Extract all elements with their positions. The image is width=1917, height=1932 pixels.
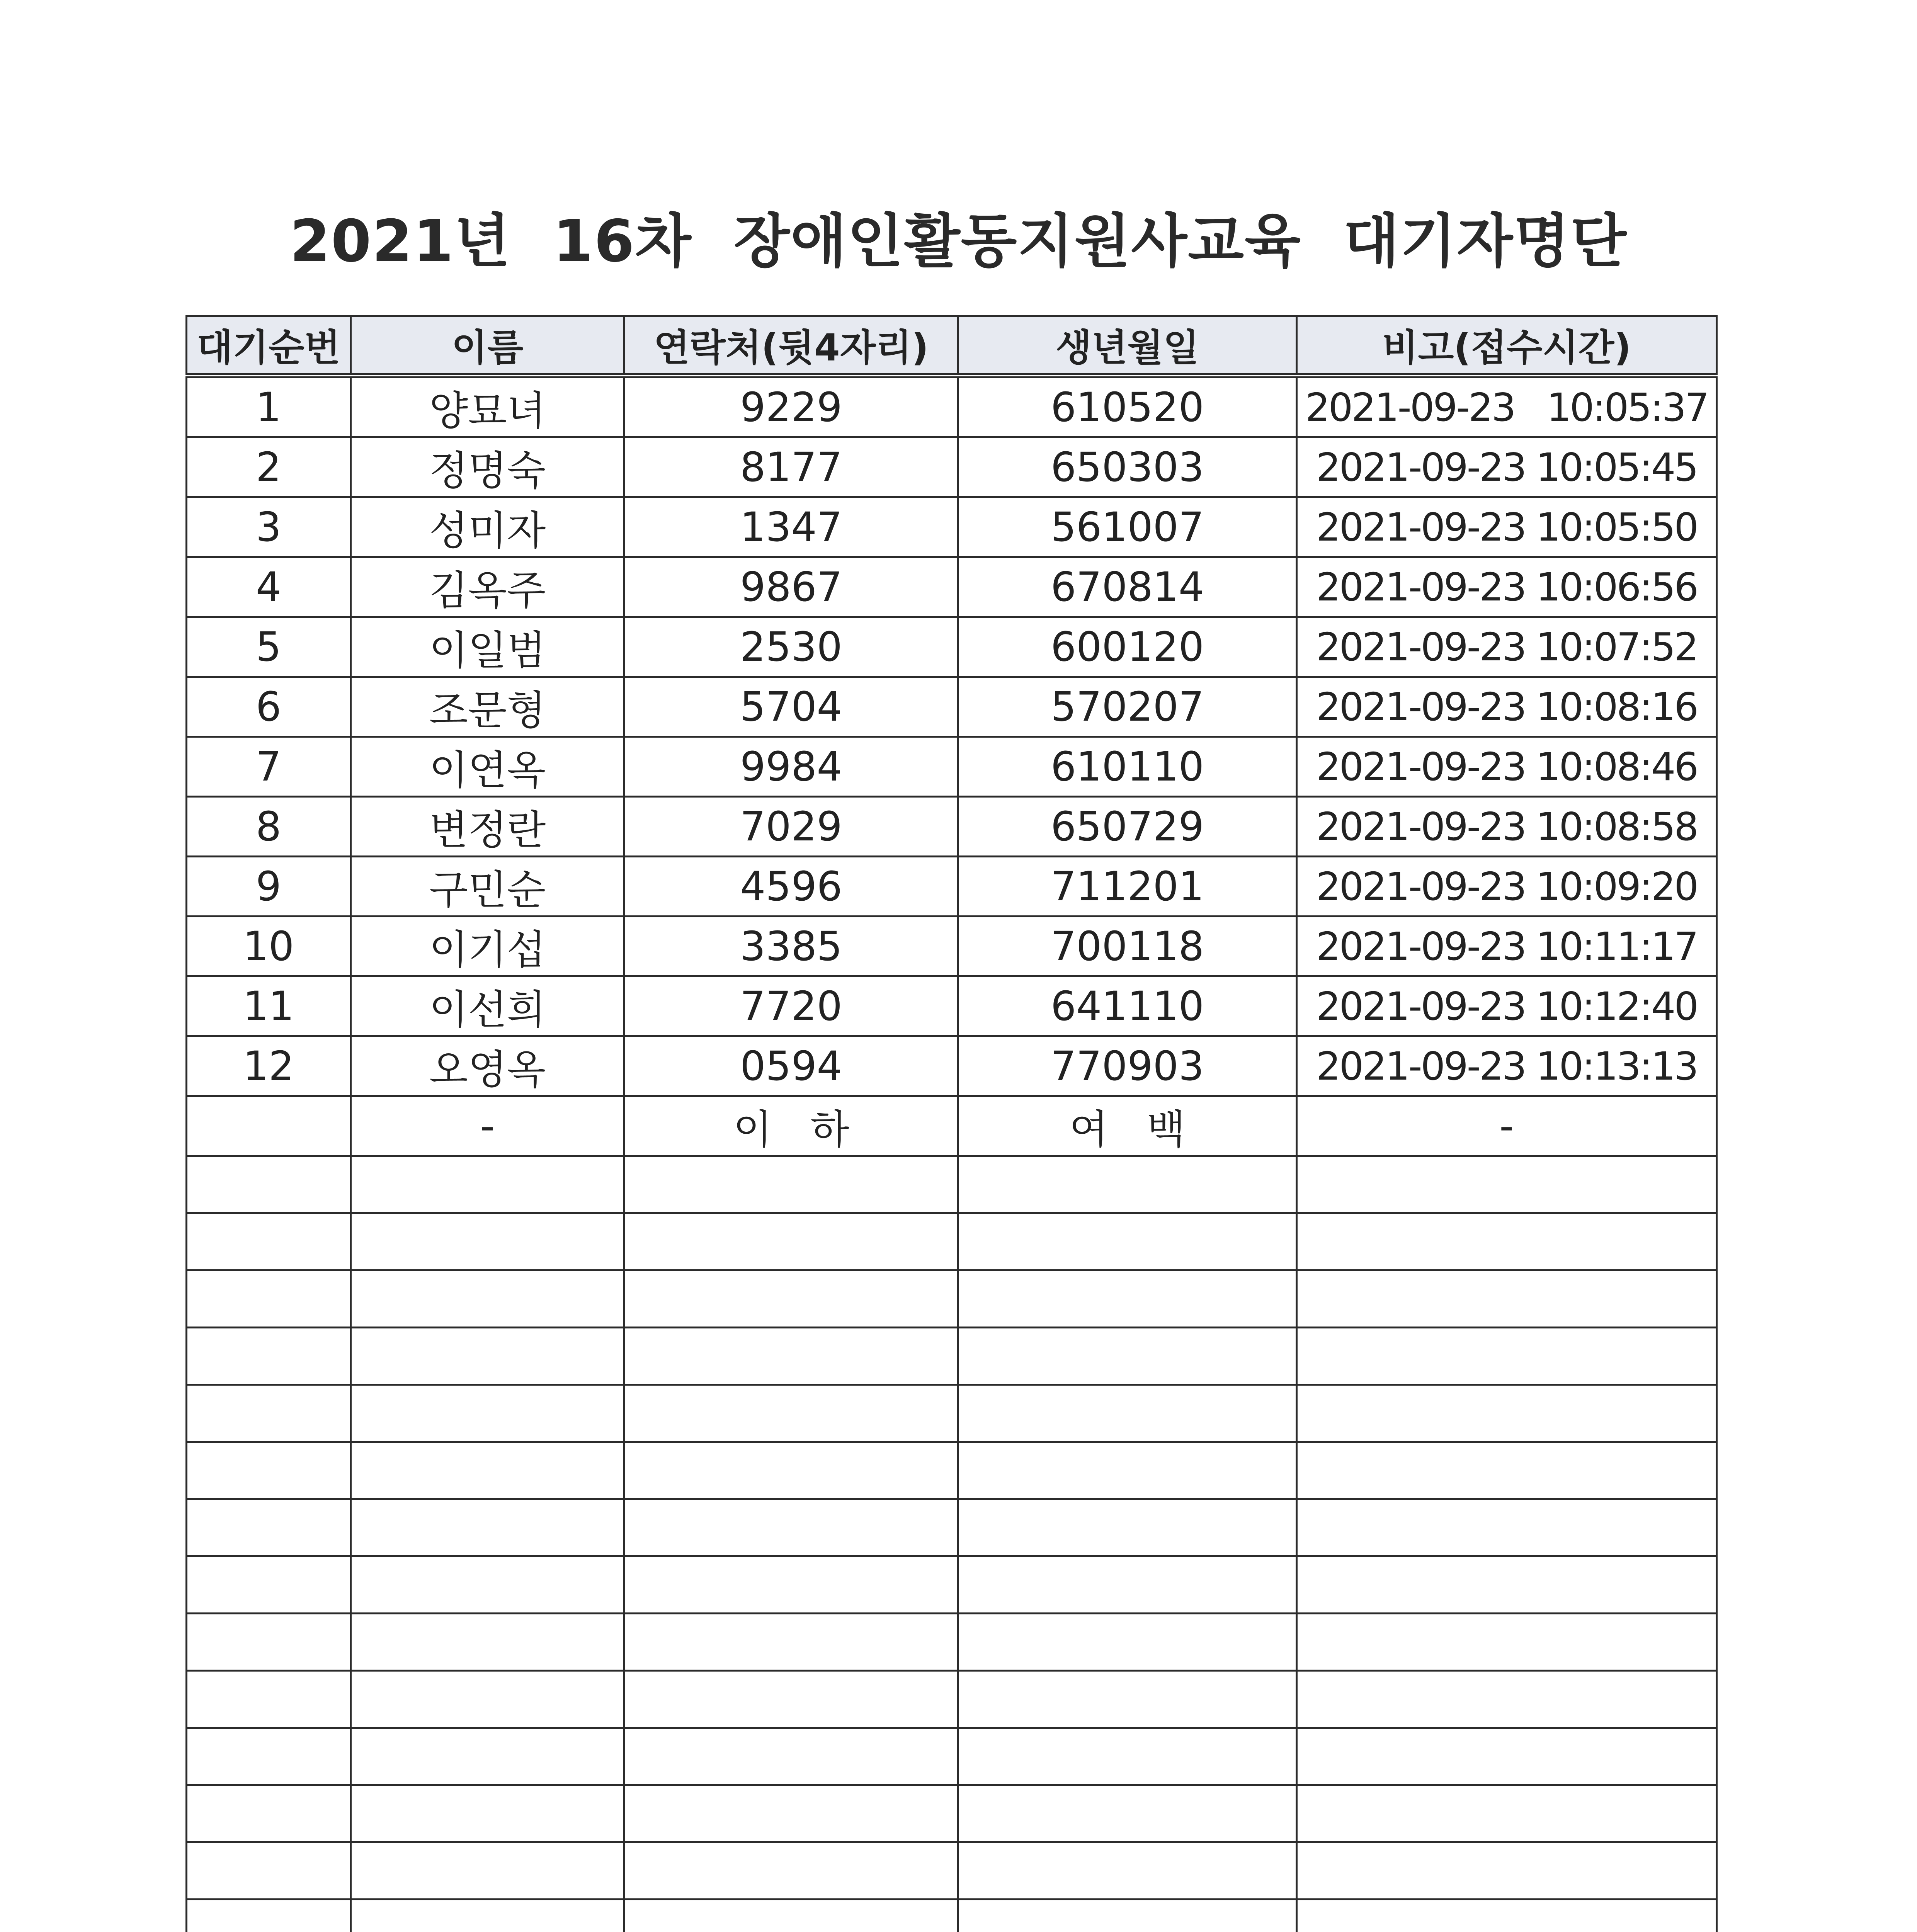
empty-cell (351, 1614, 624, 1671)
empty-cell (1297, 1385, 1717, 1442)
empty-cell (624, 1442, 958, 1499)
empty-cell (351, 1499, 624, 1556)
cell-order: 3 (187, 497, 351, 557)
table-row (187, 437, 1717, 497)
cell-phone: 9229 (624, 376, 958, 437)
table-header-row (187, 316, 1717, 376)
cell-phone: 0594 (624, 1036, 958, 1096)
empty-row (187, 1614, 1717, 1671)
empty-cell (958, 1385, 1297, 1442)
empty-cell (187, 1614, 351, 1671)
empty-cell (1297, 1900, 1717, 1932)
table-row (187, 797, 1717, 857)
table-row (187, 677, 1717, 737)
cell-note: 2021-09-23 10:11:17 (1297, 917, 1717, 976)
cell-note: 2021-09-23 10:08:58 (1297, 797, 1717, 857)
cell-phone: 4596 (624, 857, 958, 917)
empty-cell (958, 1785, 1297, 1842)
empty-cell (958, 1328, 1297, 1385)
empty-cell (624, 1328, 958, 1385)
cell-note: 2021-09-23 10:13:13 (1297, 1036, 1717, 1096)
cell-name: 이기섭 (351, 917, 624, 976)
empty-cell (624, 1785, 958, 1842)
cell-birth: 610110 (958, 737, 1297, 797)
empty-cell (187, 1556, 351, 1614)
cell-name: 변정란 (351, 797, 624, 857)
end-marker-label-1: 이 하 (624, 1096, 958, 1156)
cell-note: 2021-09-23 10:07:52 (1297, 617, 1717, 677)
empty-cell (187, 1842, 351, 1900)
cell-birth: 561007 (958, 497, 1297, 557)
empty-cell (958, 1442, 1297, 1499)
cell-phone: 1347 (624, 497, 958, 557)
empty-cell (624, 1156, 958, 1213)
cell-order: 5 (187, 617, 351, 677)
table-row (187, 497, 1717, 557)
empty-row (187, 1499, 1717, 1556)
empty-cell (351, 1900, 624, 1932)
empty-cell (1297, 1270, 1717, 1328)
empty-cell (958, 1499, 1297, 1556)
cell-phone: 3385 (624, 917, 958, 976)
cell-birth: 670814 (958, 557, 1297, 617)
empty-row (187, 1556, 1717, 1614)
empty-cell (187, 1785, 351, 1842)
end-marker-dash: - (351, 1096, 624, 1156)
cell-note: 2021-09-23 10:12:40 (1297, 976, 1717, 1036)
cell-name: 구민순 (351, 857, 624, 917)
empty-cell (624, 1671, 958, 1728)
empty-cell (351, 1442, 624, 1499)
end-marker-row (187, 1096, 1717, 1156)
cell-phone: 8177 (624, 437, 958, 497)
empty-cell (624, 1213, 958, 1270)
empty-cell (187, 1442, 351, 1499)
empty-cell (1297, 1785, 1717, 1842)
table-row (187, 976, 1717, 1036)
empty-cell (1297, 1842, 1717, 1900)
empty-cell (958, 1270, 1297, 1328)
empty-cell (351, 1270, 624, 1328)
empty-row (187, 1328, 1717, 1385)
cell-order: 6 (187, 677, 351, 737)
empty-cell (624, 1728, 958, 1785)
empty-row (187, 1671, 1717, 1728)
empty-cell (187, 1671, 351, 1728)
empty-cell (187, 1156, 351, 1213)
cell-birth: 711201 (958, 857, 1297, 917)
empty-cell (187, 1385, 351, 1442)
empty-cell (958, 1900, 1297, 1932)
empty-row (187, 1785, 1717, 1842)
empty-cell (624, 1270, 958, 1328)
empty-row (187, 1213, 1717, 1270)
empty-row (187, 1900, 1717, 1932)
end-marker-order (187, 1096, 351, 1156)
cell-phone: 9984 (624, 737, 958, 797)
end-marker-dash: - (1297, 1096, 1717, 1156)
empty-row (187, 1728, 1717, 1785)
cell-note: 2021-09-23 10:06:56 (1297, 557, 1717, 617)
table-row (187, 1036, 1717, 1096)
empty-cell (187, 1499, 351, 1556)
empty-cell (1297, 1614, 1717, 1671)
cell-order: 4 (187, 557, 351, 617)
empty-cell (1297, 1728, 1717, 1785)
header-phone: 연락처(뒷4자리) (624, 316, 958, 376)
empty-cell (1297, 1213, 1717, 1270)
empty-cell (351, 1671, 624, 1728)
table-row (187, 917, 1717, 976)
empty-cell (351, 1328, 624, 1385)
empty-cell (187, 1900, 351, 1932)
document-title: 2021년 16차 장애인활동지원사교육 대기자명단 (290, 208, 1627, 275)
empty-cell (958, 1213, 1297, 1270)
cell-birth: 641110 (958, 976, 1297, 1036)
empty-cell (351, 1556, 624, 1614)
empty-cell (1297, 1442, 1717, 1499)
cell-birth: 770903 (958, 1036, 1297, 1096)
cell-order: 11 (187, 976, 351, 1036)
empty-cell (351, 1728, 624, 1785)
empty-cell (351, 1156, 624, 1213)
header-note: 비고(접수시간) (1297, 316, 1717, 376)
header-birth: 생년월일 (958, 316, 1297, 376)
cell-phone: 7029 (624, 797, 958, 857)
cell-name: 오영옥 (351, 1036, 624, 1096)
empty-cell (1297, 1556, 1717, 1614)
empty-row (187, 1442, 1717, 1499)
cell-name: 성미자 (351, 497, 624, 557)
cell-order: 10 (187, 917, 351, 976)
header-order: 대기순번 (187, 316, 351, 376)
empty-cell (351, 1785, 624, 1842)
waitlist-table (185, 315, 1718, 1932)
empty-cell (958, 1728, 1297, 1785)
empty-cell (624, 1614, 958, 1671)
cell-order: 12 (187, 1036, 351, 1096)
table-row (187, 857, 1717, 917)
cell-note: 2021-09-23 10:05:37 (1297, 376, 1717, 437)
cell-order: 9 (187, 857, 351, 917)
empty-cell (624, 1900, 958, 1932)
empty-row (187, 1270, 1717, 1328)
cell-note: 2021-09-23 10:09:20 (1297, 857, 1717, 917)
cell-birth: 570207 (958, 677, 1297, 737)
cell-order: 8 (187, 797, 351, 857)
cell-note: 2021-09-23 10:05:50 (1297, 497, 1717, 557)
empty-cell (624, 1385, 958, 1442)
cell-birth: 700118 (958, 917, 1297, 976)
header-name: 이름 (351, 316, 624, 376)
empty-cell (958, 1614, 1297, 1671)
table-row (187, 617, 1717, 677)
empty-cell (187, 1328, 351, 1385)
empty-cell (624, 1842, 958, 1900)
cell-phone: 7720 (624, 976, 958, 1036)
empty-row (187, 1156, 1717, 1213)
empty-cell (187, 1728, 351, 1785)
empty-row (187, 1385, 1717, 1442)
cell-phone: 5704 (624, 677, 958, 737)
cell-order: 7 (187, 737, 351, 797)
empty-cell (351, 1213, 624, 1270)
empty-cell (624, 1556, 958, 1614)
cell-order: 2 (187, 437, 351, 497)
cell-phone: 9867 (624, 557, 958, 617)
empty-cell (958, 1556, 1297, 1614)
empty-cell (1297, 1156, 1717, 1213)
table-row (187, 737, 1717, 797)
cell-order: 1 (187, 376, 351, 437)
end-marker-label-2: 여 백 (958, 1096, 1297, 1156)
empty-cell (187, 1213, 351, 1270)
cell-name: 정명숙 (351, 437, 624, 497)
table-row (187, 376, 1717, 437)
cell-birth: 650729 (958, 797, 1297, 857)
cell-note: 2021-09-23 10:08:46 (1297, 737, 1717, 797)
empty-cell (351, 1385, 624, 1442)
empty-cell (624, 1499, 958, 1556)
empty-cell (958, 1671, 1297, 1728)
empty-cell (187, 1270, 351, 1328)
empty-cell (1297, 1499, 1717, 1556)
cell-name: 김옥주 (351, 557, 624, 617)
table-row (187, 557, 1717, 617)
cell-birth: 600120 (958, 617, 1297, 677)
empty-cell (958, 1156, 1297, 1213)
cell-birth: 650303 (958, 437, 1297, 497)
cell-name: 이일범 (351, 617, 624, 677)
cell-name: 이연옥 (351, 737, 624, 797)
empty-row (187, 1842, 1717, 1900)
cell-name: 양묘녀 (351, 376, 624, 437)
cell-birth: 610520 (958, 376, 1297, 437)
empty-cell (1297, 1328, 1717, 1385)
cell-phone: 2530 (624, 617, 958, 677)
cell-note: 2021-09-23 10:08:16 (1297, 677, 1717, 737)
empty-cell (958, 1842, 1297, 1900)
cell-name: 이선희 (351, 976, 624, 1036)
cell-note: 2021-09-23 10:05:45 (1297, 437, 1717, 497)
empty-cell (1297, 1671, 1717, 1728)
blank-rows (187, 1156, 1717, 1932)
cell-name: 조문형 (351, 677, 624, 737)
empty-cell (351, 1842, 624, 1900)
